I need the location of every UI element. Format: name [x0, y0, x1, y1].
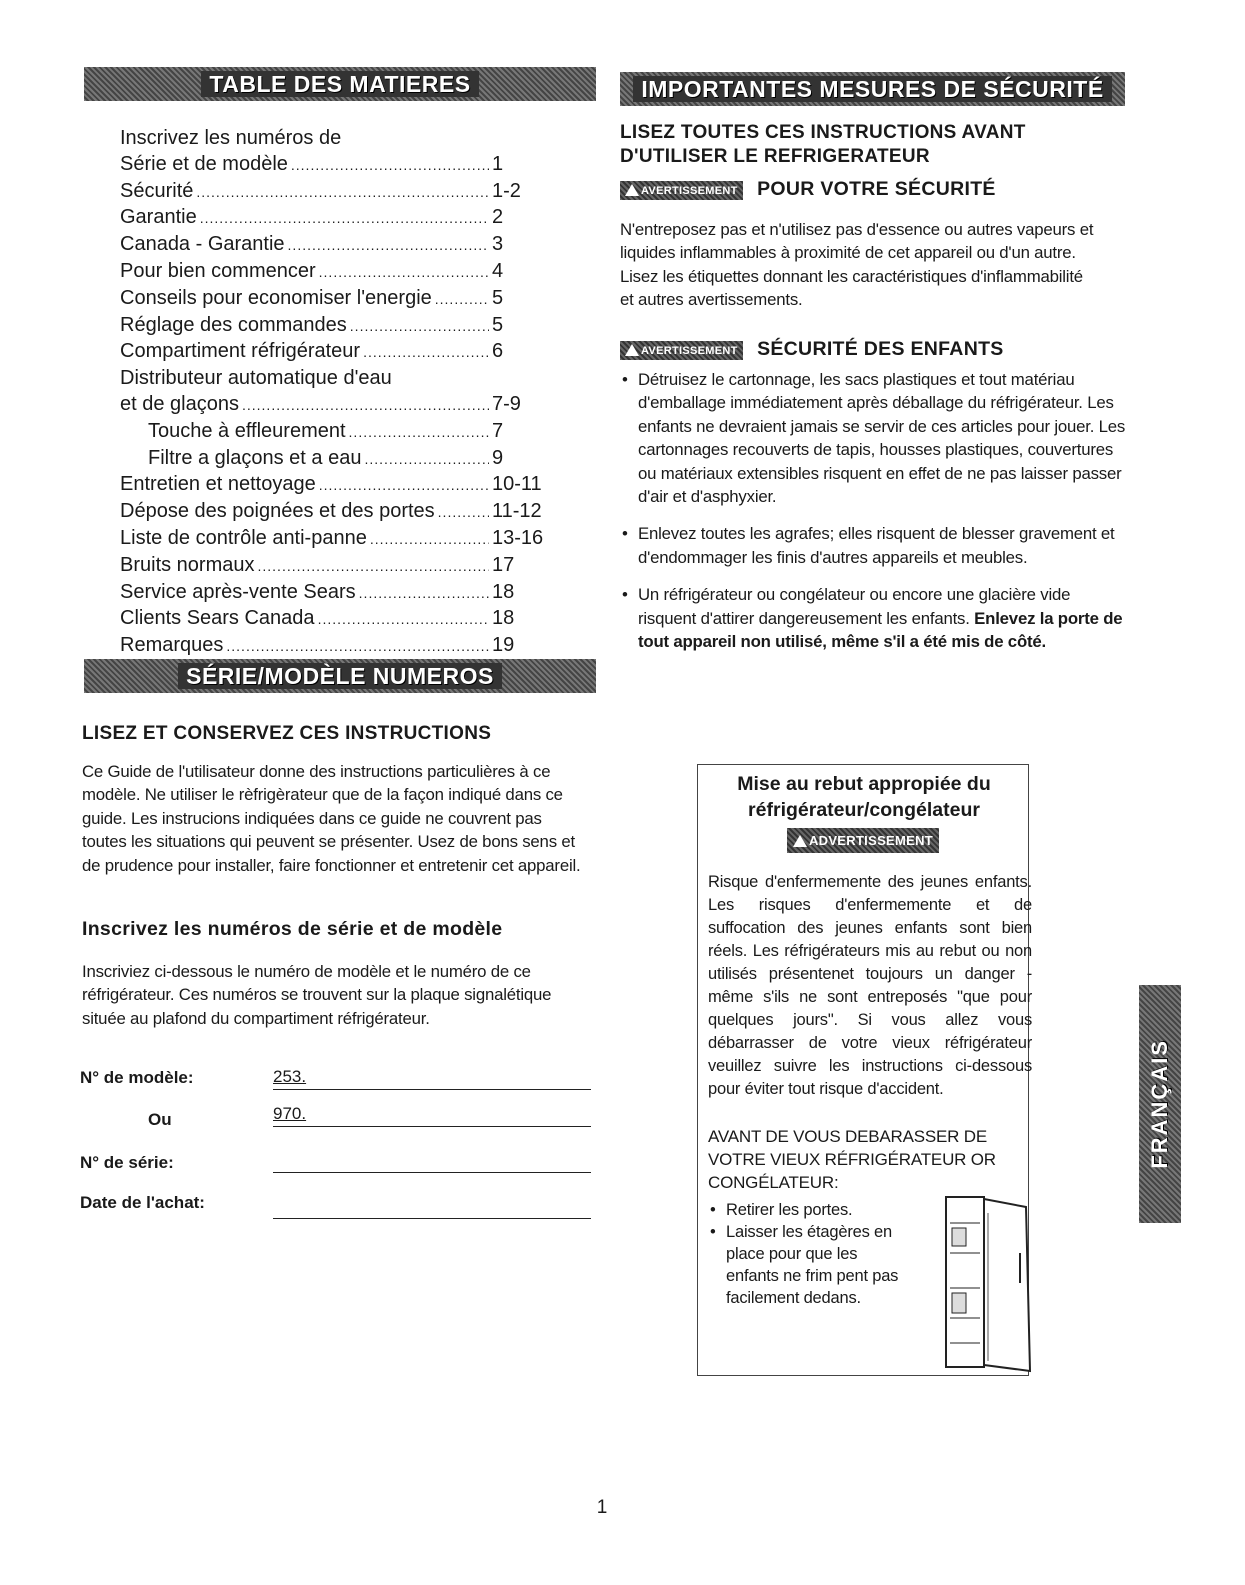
keep-instructions-heading: LISEZ ET CONSERVEZ CES INSTRUCTIONS [82, 723, 492, 744]
toc-row [120, 152, 540, 179]
purchase-date-field[interactable] [273, 1196, 591, 1219]
toc-leader-dots [318, 606, 489, 633]
disposal-item-1: • Retirer les portes. [708, 1199, 913, 1221]
serie-banner-text: SÉRIE/MODÈLE NUMEROS [178, 663, 502, 689]
toc-leader-dots [258, 553, 490, 580]
warning-triangle-icon [793, 835, 807, 847]
toc-title: Dépose des poignées et des portes [120, 500, 435, 523]
toc-title: Remarques [120, 634, 224, 657]
toc-title: et de glaçons [120, 392, 239, 415]
toc-leader-dots [350, 313, 489, 340]
table-of-contents [120, 126, 544, 660]
toc-page: 7-9 [492, 392, 521, 415]
toc-title: Garantie [120, 206, 197, 229]
toc-title: Bruits normaux [120, 553, 255, 576]
toc-row [120, 366, 540, 392]
model-number-value: 253. [273, 1067, 307, 1086]
toc-row [120, 472, 540, 499]
toc-page: 6 [492, 340, 504, 363]
toc-row [120, 580, 540, 607]
toc-page: 7 [492, 419, 504, 442]
warning-badge-2 [620, 341, 743, 360]
toc-row [120, 526, 544, 553]
toc-row [120, 553, 540, 580]
toc-row [120, 633, 540, 660]
toc-row [120, 232, 540, 259]
toc-leader-dots [288, 232, 489, 259]
toc-leader-dots [226, 633, 489, 660]
toc-row [120, 339, 540, 366]
toc-title: Réglage des commandes [120, 313, 347, 336]
warning-badge-text: AVERTISSEMENT [641, 185, 738, 198]
or-label: Ou [148, 1110, 172, 1129]
toc-leader-dots [349, 419, 489, 446]
toc-page: 18 [492, 607, 515, 630]
toc-page: 10-11 [492, 473, 542, 496]
toc-title: Sécurité [120, 179, 194, 202]
alt-model-number-field[interactable] [273, 1104, 591, 1127]
warning-triangle-icon [625, 184, 639, 196]
toc-banner-text: TABLE DES MATIERES [201, 71, 478, 97]
toc-page: 1-2 [492, 179, 521, 202]
disposal-list [708, 1199, 913, 1309]
toc-title: Touche à effleurement [148, 419, 346, 442]
toc-page: 13-16 [492, 526, 544, 549]
toc-title: Inscrivez les numéros de [120, 127, 342, 149]
serial-label: N° de série: [80, 1153, 174, 1172]
toc-leader-dots [435, 286, 489, 313]
toc-leader-dots [319, 259, 489, 286]
child-safety-item-3-bold: Enlevez la porte de tout appareil non utilisé, même s'il a été mis de côté. [638, 608, 1123, 652]
disposal-item-2: • Laisser les étagères en place pour que les enfants ne frim pent pas facilement dedans. [708, 1221, 913, 1309]
toc-page: 18 [492, 580, 515, 603]
toc-row [120, 392, 540, 419]
toc-row [120, 286, 540, 313]
your-safety-heading-row [620, 178, 1120, 201]
toc-title: Distributeur automatique d'eau [120, 367, 392, 390]
your-safety-text: N'entreposez pas et n'utilisez pas d'essence ou autres vapeurs et liquides inflammables à proximité de cet appareil ou d'un autre. Lisez les étiquettes donnant les caractéristiques d'inflammabilité et autres avertissements. [620, 220, 1094, 310]
toc-title: Liste de contrôle anti-panne [120, 526, 367, 549]
toc-page: 4 [492, 259, 504, 282]
language-side-tab [1139, 985, 1181, 1223]
disposal-badge-wrap [698, 828, 1028, 853]
your-safety-heading: POUR VOTRE SÉCURITÉ [757, 178, 996, 200]
safety-banner-text: IMPORTANTES MESURES DE SÉCURITÉ [633, 76, 1111, 102]
child-safety-heading: SÉCURITÉ DES ENFANTS [757, 338, 1004, 360]
child-safety-item-2: • Enlevez toutes les agrafes; elles risquent de blesser gravement et d'endommager les finis d'autres appareils et meubles. [620, 522, 1130, 569]
toc-page: 9 [492, 446, 504, 469]
toc-leader-dots [200, 205, 489, 232]
toc-row [120, 499, 540, 526]
toc-row [120, 419, 540, 446]
toc-title: Conseils pour economiser l'energie [120, 286, 432, 309]
toc-leader-dots [438, 499, 489, 526]
toc-page: 11-12 [492, 500, 542, 523]
child-safety-list [620, 368, 1130, 653]
warning-badge [620, 181, 743, 200]
toc-row [120, 606, 540, 633]
record-numbers-heading: Inscrivez les numéros de série et de modèle [82, 918, 503, 940]
toc-leader-dots [363, 339, 489, 366]
language-side-tab-text: FRANÇAIS [1147, 1039, 1172, 1169]
toc-leader-dots [359, 580, 489, 607]
page-number: 1 [596, 1497, 608, 1518]
toc-title: Série et de modèle [120, 152, 288, 175]
toc-leader-dots [364, 446, 489, 473]
toc-page: 5 [492, 313, 504, 336]
toc-leader-dots [242, 392, 489, 419]
toc-title: Entretien et nettoyage [120, 473, 316, 496]
toc-page: 3 [492, 233, 504, 256]
refrigerator-illustration [942, 1193, 1034, 1373]
serial-number-field[interactable] [273, 1150, 591, 1173]
toc-leader-dots [370, 526, 489, 553]
purchase-date-label: Date de l'achat: [80, 1193, 205, 1212]
toc-page: 19 [492, 634, 515, 657]
toc-row [120, 205, 540, 232]
toc-title: Clients Sears Canada [120, 607, 315, 630]
toc-row [120, 179, 540, 206]
toc-page: 17 [492, 553, 515, 576]
advertissement-badge-text: ADVERTISSEMENT [808, 833, 934, 848]
disposal-text: Risque d'enfermemente des jeunes enfants. Les risques d'enfermemente et de suffocation des jeunes enfants sont bien réels. Les réfrigérateurs mis au rebut ou non utilisés présentenet toujours un danger - même s'ils ne sont entreposés "que pour quelques jours". Si vous allez vous débarrasser de votre vieux réfrigérateur veuillez suivre les instructions ci-dessous pour éviter tout risque d'accident. [708, 873, 1032, 1098]
toc-title: Canada - Garantie [120, 233, 285, 256]
toc-title: Service après-vente Sears [120, 580, 356, 603]
toc-title: Compartiment réfrigérateur [120, 340, 361, 363]
toc-banner [84, 67, 596, 101]
child-safety-item-3 [620, 583, 1130, 653]
child-safety-item-1: • Détruisez le cartonnage, les sacs plastiques et tout matériau d'emballage immédiatement après déballage du réfrigérateur. Les enfants ne devraient jamais se servir de ces articles pour jouer. Les cartonnages recouverts de tapis, housses plastiques, couvertures ou matériaux extensibles risquent en effet de ne pas laisser passer d'air et d'asphyxier. [620, 368, 1130, 508]
read-all-heading: LISEZ TOUTES CES INSTRUCTIONS AVANT D'UTILISER LE REFRIGERATEUR [620, 122, 1026, 167]
warning-triangle-icon [625, 344, 639, 356]
toc-row [120, 313, 540, 340]
toc-title: Pour bien commencer [120, 259, 316, 282]
model-label: N° de modèle: [80, 1068, 194, 1087]
disposal-caps: AVANT DE VOUS DEBARASSER DE VOTRE VIEUX RÉFRIGÉRATEUR OR CONGÉLATEUR: [708, 1127, 996, 1192]
toc-leader-dots [319, 472, 489, 499]
toc-title: Filtre a glaçons et a eau [148, 446, 362, 469]
toc-leader-dots [196, 179, 489, 206]
advertissement-badge [787, 828, 939, 853]
model-number-field[interactable] [273, 1067, 591, 1090]
alt-model-number-value: 970. [273, 1104, 307, 1123]
toc-page: 2 [492, 206, 504, 229]
serie-banner [84, 659, 596, 693]
toc-leader-dots [291, 152, 489, 179]
child-safety-heading-row [620, 338, 1120, 361]
toc-row [120, 126, 540, 152]
warning-badge-text-2: AVERTISSEMENT [641, 345, 738, 358]
toc-row [120, 446, 540, 473]
record-numbers-text: Inscriviez ci-dessous le numéro de modèle et le numéro de ce réfrigérateur. Ces numéros se trouvent sur la plaque signalétique située au plafond du compartiment réfrigérateur. [82, 962, 552, 1028]
disposal-title: Mise au rebut appropiée du réfrigérateur/congélateur [737, 773, 991, 821]
keep-instructions-text: Ce Guide de l'utilisateur donne des instructions particulières à ce modèle. Ne utiliser le rèfrigèrateur que de la façon indiqué dans ce guide. Les instrucions indiquées dans ce guide ne couvrent pas toutes les situations qui peuvent se présenter. Usez de bons sens et de prudence pour installer, faire fonctionner et entretenir cet appareil. [82, 762, 581, 875]
toc-page: 1 [492, 152, 504, 175]
safety-banner [620, 72, 1125, 106]
toc-page: 5 [492, 286, 504, 309]
disposal-box [697, 764, 1032, 1376]
child-safety-item-3-text: Un réfrigérateur ou congélateur ou encore une glacière vide risquent d'attirer dangereusement les enfants. [638, 585, 1071, 628]
toc-row [120, 259, 540, 286]
